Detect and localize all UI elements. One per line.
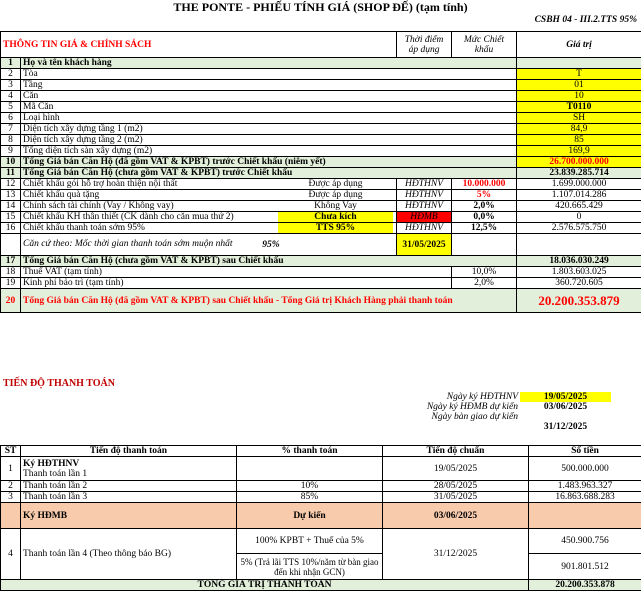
header-discount: Mức Chiết khấu [452, 32, 517, 58]
payment-row-2: 2 Thanh toán lần 2 10% 28/05/2025 1.483.963.327 [1, 481, 641, 492]
price-row: 2 Tòa T [1, 69, 641, 80]
value-hdthnv-date: 19/05/2025 [520, 392, 611, 402]
price-row: 14 Chính sách tài chính (Vay / Không vay) Không Vay HĐTHNV 2,0% 420.665.429 [1, 201, 641, 212]
price-row: 16 Chiết khấu thanh toán sớm 95% TTS 95% HĐTHNV 12,5% 2.576.575.750 [1, 223, 641, 234]
price-row: 18 Thuế VAT (tạm tính) 10,0% 1.803.603.025 [1, 267, 641, 278]
payment-title: TIẾN ĐỘ THANH TOÁN [3, 378, 115, 389]
policy-code: CSBH 04 - III.2.TTS 95% [534, 15, 637, 25]
col-standard: Tiến độ chuẩn [383, 446, 529, 457]
price-row: 7 Diện tích xây dựng tầng 1 (m2) 84,9 [1, 124, 641, 135]
price-row: 10 Tổng Giá bán Căn Hộ (đã gồm VAT & KPBT) trước Chiết khấu (niêm yết) 26.700.000.000 [1, 157, 641, 168]
payment-row-1-date: 19/05/2025 [383, 457, 529, 481]
header-time: Thời điểm áp dụng [397, 32, 452, 58]
col-percent: % thanh toán [237, 446, 383, 457]
price-row: 6 Loại hình SH [1, 113, 641, 124]
payment-row-1-amount: 500.000.000 [529, 457, 641, 481]
date-info [0, 392, 641, 432]
header-value: Giá trị [517, 32, 641, 58]
value-handover-date: 31/12/2025 [543, 422, 588, 432]
total-row: TỔNG GIÁ TRỊ THANH TOÁN 20.200.353.878 [1, 580, 641, 591]
price-row: 9 Tổng diện tích sàn xây dựng (m2) 169,9 [1, 146, 641, 157]
value-hdmb-date: 03/06/2025 [543, 402, 588, 412]
price-row: 4 Căn 10 [1, 91, 641, 102]
col-schedule: Tiến độ thanh toán [21, 446, 237, 457]
payment-row-4b-percent: 5% (Trả lãi TTS 10%/năm từ bàn giao đến khi nhận GCN) [237, 554, 383, 580]
price-row: 11 Tổng Giá bán Căn Hộ (chưa gồm VAT & KPBT) trước Chiết khấu 23.839.285.714 [1, 168, 641, 179]
label-hdthnv-date: Ngày ký HĐTHNV [446, 392, 518, 402]
price-row: Căn cứ theo: Mốc thời gian thanh toán sớm muộn nhất 95% 31/05/2025 [1, 234, 641, 256]
payment-table: ST Tiến độ thanh toán % thanh toán Tiến độ chuẩn Số tiền 1 Ký HĐTHNV Thanh toán lần 1 19/05/2025 500.000.000 2 Thanh toán lần 2 10% 28/05/2025 1.483.963.327 3 Thanh toán lần 3 85% 31/05/2025 16.863.688.283 Ký HĐMB Dự kiến 03/06/2025 4 Thanh toán lần 4 (Theo thông báo BG) 100% KPBT + Thuế của 5% 31/12/2025 450.900.756 5% (Trả lãi TTS 10%/năm từ bàn giao đến khi nhận GCN) 901.801.512 TỔNG GIÁ TRỊ THANH TOÁN 20.200.353.878 [0, 445, 641, 591]
price-row: 15 Chiết khấu KH thân thiết (CK dành cho căn mua thứ 2) Chưa kích HĐMB 0,0% 0 [1, 212, 641, 223]
col-amount: Số tiền [529, 446, 641, 457]
price-row: 20 Tổng Giá bán Căn Hộ (đã gồm VAT & KPBT) sau Chiết khấu - Tổng Giá trị Khách Hàng phải thanh toán 20.200.353.879 [1, 289, 641, 313]
page-title: THE PONTE - PHIẾU TÍNH GIÁ (SHOP ĐẾ) (tạm tính) [173, 0, 468, 14]
price-row: 5 Mã Căn T0110 [1, 102, 641, 113]
price-row: 3 Tầng 01 [1, 80, 641, 91]
price-row: 13 Chiết khấu quà tặng Được áp dụng HĐTHNV 5% 1.107.014.286 [1, 190, 641, 201]
pricing-table [0, 31, 641, 313]
price-row: 12 Chiết khấu gói hỗ trợ hoàn thiện nội thất Được áp dụng HĐTHNV 10.000.000 1.699.000.000 [1, 179, 641, 190]
payment-row-4b-amount: 901.801.512 [529, 554, 641, 580]
label-handover-date: Ngày bàn giao dự kiến [431, 412, 518, 422]
price-row: 17 Tổng Giá bán Căn Hộ (chưa gồm VAT & KPBT) sau Chiết khấu 18.036.030.249 [1, 256, 641, 267]
hdmb-row: Ký HĐMB Dự kiến 03/06/2025 [1, 503, 641, 529]
payment-row-1: Ký HĐTHNV Thanh toán lần 1 [21, 457, 237, 481]
price-row: 19 Kinh phí bảo trì (tạm tính) 2,0% 360.720.605 [1, 278, 641, 289]
payment-row-4: 4 Thanh toán lần 4 (Theo thông báo BG) 100% KPBT + Thuế của 5% 31/12/2025 450.900.756 [1, 529, 641, 554]
payment-row-3: 3 Thanh toán lần 3 85% 31/05/2025 16.863.688.283 [1, 492, 641, 503]
price-row: 8 Diện tích xây dựng tầng 2 (m2) 85 [1, 135, 641, 146]
col-st: ST [1, 446, 21, 457]
header-info: THÔNG TIN GIÁ & CHÍNH SÁCH [1, 32, 397, 58]
label-hdmb-date: Ngày ký HĐMB dự kiến [426, 402, 518, 412]
price-row: 1 Họ và tên khách hàng [1, 58, 641, 69]
